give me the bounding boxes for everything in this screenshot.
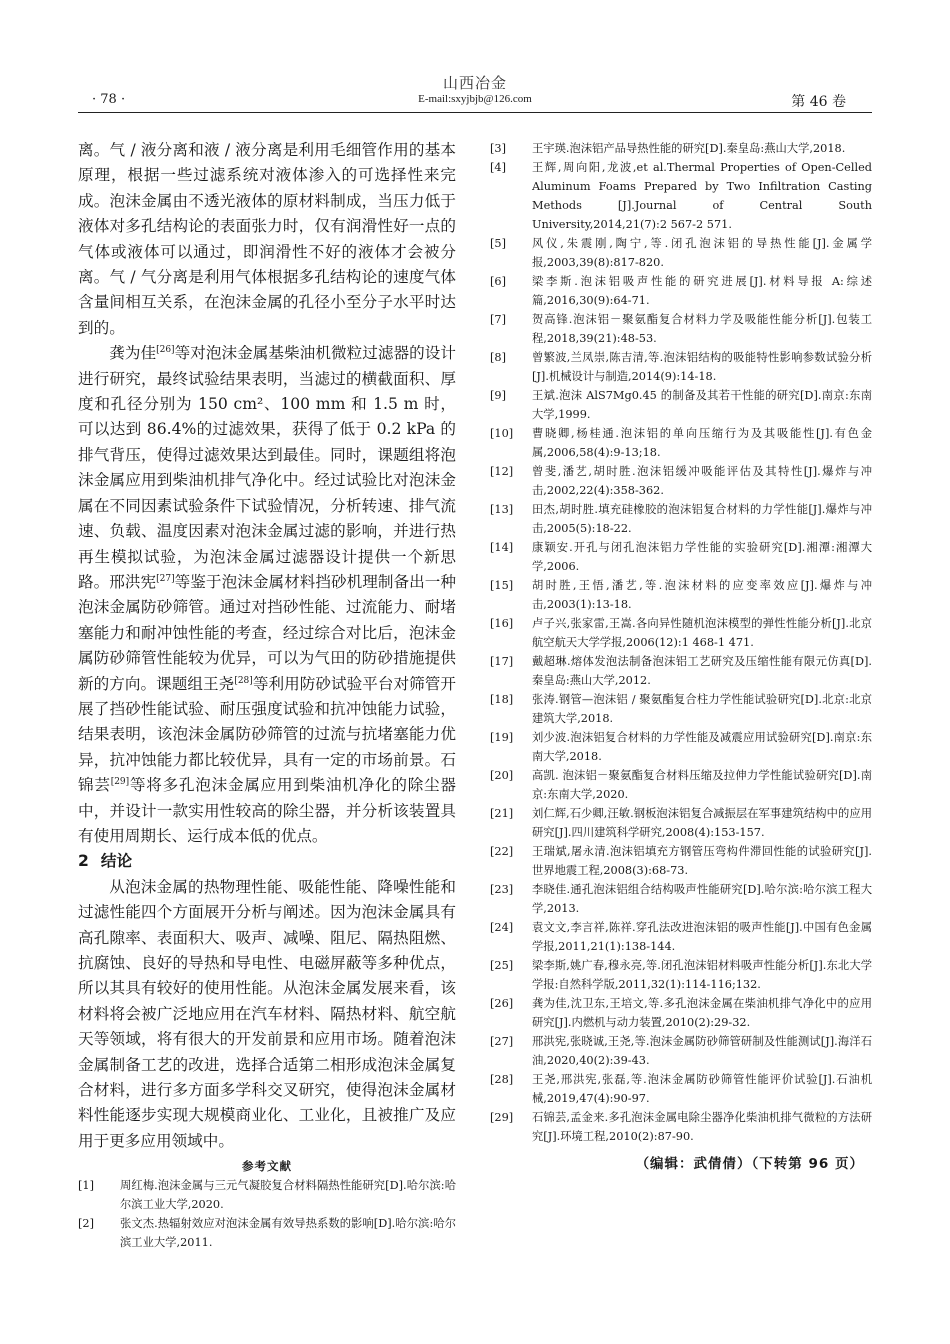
left-column — [78, 138, 456, 1252]
reference-number: [26] — [490, 997, 514, 1010]
reference-number: [7] — [490, 313, 507, 326]
reference-item — [490, 728, 872, 766]
reference-number: [15] — [490, 579, 514, 592]
page-number: · 78 · — [92, 92, 126, 107]
reference-item — [490, 994, 872, 1032]
citation-mark: [29] — [110, 776, 130, 787]
reference-text: 康颖安.开孔与闭孔泡沫铝力学性能的实验研究[D].湘潭:湘潭大学,2006. — [532, 541, 872, 573]
reference-number: [16] — [490, 617, 514, 630]
reference-item — [490, 1032, 872, 1070]
body-text: 等利用防砂试验平台对筛管开展了挡砂性能试验、耐压强度试验和抗冲蚀能力试验，结果表明，该泡沫金属防砂筛管的过流与抗堵塞能力优异，抗冲蚀能力都比较优异，具有一定的市场前景。石锦芸 — [78, 674, 456, 795]
reference-number: [28] — [490, 1073, 514, 1086]
reference-text: 曾斐,潘艺,胡时胜.泡沫铝缓冲吸能评估及其特性[J].爆炸与冲击,2002,22(4):358-362. — [532, 465, 872, 497]
reference-item — [490, 614, 872, 652]
reference-number: [27] — [490, 1035, 514, 1048]
reference-item — [490, 918, 872, 956]
reference-number: [2] — [78, 1217, 95, 1231]
reference-number: [25] — [490, 959, 514, 972]
reference-number: [23] — [490, 883, 514, 896]
reference-item — [490, 462, 872, 500]
reference-number: [17] — [490, 655, 514, 668]
reference-item — [490, 538, 872, 576]
reference-item — [490, 1108, 872, 1146]
reference-text: 贺高锋.泡沫铝－聚氨酯复合材料力学及吸能性能分析[J].包装工程,2018,39(21):48-53. — [532, 313, 872, 345]
reference-number: [8] — [490, 351, 507, 364]
journal-email: E-mail:sxyjbjb@126.com — [418, 93, 532, 105]
editor-note: （编辑：武倩倩）（下转第 96 页） — [635, 1156, 864, 1172]
reference-text: 张文杰.热辐射效应对泡沫金属有效导热系数的影响[D].哈尔滨:哈尔滨工业大学,2011. — [120, 1217, 456, 1250]
reference-item — [490, 690, 872, 728]
reference-text: 戴超琳.熔体发泡法制备泡沫铝工艺研究及压缩性能有限元仿真[D].秦皇岛:燕山大学,2012. — [532, 655, 872, 687]
reference-item — [490, 386, 872, 424]
reference-item — [490, 348, 872, 386]
reference-text: 袁文文,李言祥,陈祥.穿孔法改进泡沫铝的吸声性能[J].中国有色金属学报,2011,21(1):138-144. — [532, 921, 872, 953]
reference-item — [78, 1176, 456, 1214]
reference-text: 王斌.泡沫 AlS7Mg0.45 的制备及其若干性能的研究[D].南京:东南大学,1999. — [532, 389, 872, 421]
reference-item — [490, 652, 872, 690]
reference-text: 刘少波.泡沫铝复合材料的力学性能及减震应用试验研究[D].南京:东南大学,2018. — [532, 731, 872, 763]
references-heading: 参考文献 — [242, 1159, 292, 1174]
reference-item — [490, 424, 872, 462]
reference-text: 王瑞斌,屠永清.泡沫铝填充方钢管压弯构件滞回性能的试验研究[J].世界地震工程,2008(3):68-73. — [532, 845, 872, 877]
reference-text: 曾繁波,兰凤崇,陈吉清,等.泡沫铝结构的吸能特性影响参数试验分析[J].机械设计与制造,2014(9):14-18. — [532, 351, 872, 383]
reference-number: [18] — [490, 693, 514, 706]
reference-item — [490, 880, 872, 918]
reference-text: 周红梅.泡沫金属与三元气凝胶复合材料隔热性能研究[D].哈尔滨:哈尔滨工业大学,2020. — [120, 1179, 456, 1212]
reference-text: 曹晓卿,杨桂通.泡沫铝的单向压缩行为及其吸能性[J].有色金属,2006,58(4):9-13;18. — [532, 427, 872, 459]
reference-number: [14] — [490, 541, 514, 554]
reference-number: [22] — [490, 845, 514, 858]
reference-item — [490, 272, 872, 310]
reference-item — [490, 956, 872, 994]
reference-text: 卢子兴,张家雷,王嵩.各向异性随机泡沫模型的弹性性能分析[J].北京航空航天大学学报,2006(12):1 468-1 471. — [532, 617, 872, 649]
reference-item — [78, 1214, 456, 1252]
header-divider — [78, 112, 872, 113]
reference-text: 邢洪宪,张晓诚,王尧,等.泡沫金属防砂筛管研制及性能测试[J].海洋石油,2020,40(2):39-43. — [532, 1035, 872, 1067]
reference-number: [6] — [490, 275, 507, 288]
reference-item — [490, 139, 872, 158]
right-column — [490, 139, 872, 1172]
reference-number: [12] — [490, 465, 514, 478]
reference-item — [490, 576, 872, 614]
citation-mark: [27] — [156, 573, 175, 584]
body-text: 等将多孔泡沫金属应用到柴油机净化的除尘器中，并设计一款实用性较高的除尘器，并分析该装置具有使用周期长、运行成本低的优点。 — [78, 776, 456, 845]
reference-number: [9] — [490, 389, 507, 402]
reference-number: [1] — [78, 1179, 95, 1193]
body-text: 龚为佳 — [109, 344, 157, 363]
reference-text: 胡时胜,王悟,潘艺,等.泡沫材料的应变率效应[J].爆炸与冲击,2003(1):13-18. — [532, 579, 872, 611]
reference-text: 风仪,朱震刚,陶宁,等.闭孔泡沫铝的导热性能[J].金属学报,2003,39(8):817-820. — [532, 237, 872, 269]
reference-text: 王尧,邢洪宪,张磊,等.泡沫金属防砂筛管性能评价试验[J].石油机械,2019,47(4):90-97. — [532, 1073, 872, 1105]
citation-mark: [28] — [234, 675, 253, 686]
reference-text: 高凯. 泡沫铝－聚氨酯复合材料压缩及拉伸力学性能试验研究[D].南京:东南大学,2020. — [532, 769, 872, 801]
reference-text: 石锦芸,孟金来.多孔泡沫金属电除尘器净化柴油机排气微粒的方法研究[J].环境工程,2010(2):87-90. — [532, 1111, 872, 1143]
reference-text: 王宇瑛.泡沫铝产品导热性能的研究[D].秦皇岛:燕山大学,2018. — [532, 142, 846, 155]
reference-text: 张涛.钢管—泡沫铝 / 聚氨酯复合柱力学性能试验研究[D].北京:北京建筑大学,2018. — [532, 693, 872, 725]
reference-item — [490, 310, 872, 348]
reference-number: [29] — [490, 1111, 514, 1124]
body-text: 等对泡沫金属基柴油机微粒过滤器的设计进行研究，最终试验结果表明，当滤过的横截面积、厚度和孔径分别为 150 cm²、100 mm 和 1.5 m 时，可以达到 86.4%的过滤效果，获得了低于 0.2 kPa 的排气背压，使得过滤效果达到最佳。同时，课题组将泡沫金属应用到柴油机排气净化中。经过试验比对泡沫金属在不同因素试验条件下试验情况，分析转速、排气流速、负载、温度因素对泡沫金属过滤的影响，并进行热再生模拟试验，为泡沫金属过滤器设计提供一个新思路。邢洪宪 — [78, 344, 456, 591]
reference-number: [24] — [490, 921, 514, 934]
reference-item — [490, 158, 872, 234]
citation-mark: [26] — [156, 345, 175, 356]
reference-number: [10] — [490, 427, 514, 440]
reference-text: 刘仁辉,石少卿,汪敏.钢板泡沫铝复合减振层在军事建筑结构中的应用研究[J].四川建筑科学研究,2008(4):153-157. — [532, 807, 872, 839]
body-text: 等鉴于泡沫金属材料挡砂机理制备出一种泡沫金属防砂筛管。通过对挡砂性能、过流能力、耐堵塞能力和耐冲蚀性能的考查，经过综合对比后，泡沫金属防砂筛管性能较为优异，可以为气田的防砂措施提供新的方向。课题组王尧 — [78, 572, 456, 693]
reference-number: [5] — [490, 237, 507, 250]
reference-list-right — [490, 139, 872, 1146]
reference-item — [490, 1070, 872, 1108]
reference-text: 田杰,胡时胜.填充硅橡胶的泡沫铝复合材料的力学性能[J].爆炸与冲击,2005(5):18-22. — [532, 503, 872, 535]
reference-item — [490, 234, 872, 272]
reference-number: [19] — [490, 731, 514, 744]
reference-number: [20] — [490, 769, 514, 782]
reference-item — [490, 804, 872, 842]
section-number: 2 — [78, 852, 89, 871]
reference-number: [21] — [490, 807, 514, 820]
body-paragraph: 从泡沫金属的热物理性能、吸能性能、降噪性能和过滤性能四个方面展开分析与阐述。因为泡沫金属具有高孔隙率、表面积大、吸声、减噪、阻尼、隔热阻燃、抗腐蚀、良好的导热和导电性、电磁屏蔽等多种优点，所以其具有较好的使用性能。从泡沫金属发展来看，该材料将会被广泛地应用在汽车材料、隔热材料、航空航天等领域，将有很大的开发前景和应用市场。随着泡沫金属制备工艺的改进，选择合适第二相形成泡沫金属复合材料，进行多方面多学科交叉研究，使得泡沫金属材料性能逐步实现大规模商业化、工业化，且被推广及应用于更多应用领域中。 — [78, 877, 456, 1150]
reference-item — [490, 766, 872, 804]
section-heading — [78, 849, 456, 874]
journal-title: 山西冶金 — [442, 74, 507, 92]
body-paragraph: 离。气 / 液分离和液 / 液分离是利用毛细管作用的基本原理，根据一些过滤系统对液体渗入的可选择性来完成。泡沫金属由不透光液体的原材料制成，当压力低于液体对多孔结构论的表面张力时，仅有润滑性好一点的气体或液体可以通过，即润滑性不好的液体才会被分离。气 / 气分离是利用气体根据多孔结构论的速度气体含量间相互关系，在泡沫金属的孔径小至分子水平时达到的。 — [78, 141, 456, 337]
reference-item — [490, 842, 872, 880]
reference-text: 王辉,周向阳,龙波,et al.Thermal Properties of Open-Celled Aluminum Foams Prepared by Two Infiltration Casting Methods [J].Journal of Central South University,2014,21(7):2 567-2 571. — [532, 161, 872, 231]
section-title: 结论 — [100, 852, 133, 871]
reference-number: [4] — [490, 161, 507, 174]
reference-text: 梁李斯,姚广春,穆永亮,等.闭孔泡沫铝材料吸声性能分析[J].东北大学学报:自然科学版,2011,32(1):114-116;132. — [532, 959, 872, 991]
reference-text: 李晓佳.通孔泡沫铝组合结构吸声性能研究[D].哈尔滨:哈尔滨工程大学,2013. — [532, 883, 872, 915]
reference-number: [13] — [490, 503, 514, 516]
volume-label: 第 46 卷 — [791, 94, 846, 110]
reference-text: 龚为佳,沈卫东,王培文,等.多孔泡沫金属在柴油机排气净化中的应用研究[J].内燃机与动力装置,2010(2):29-32. — [532, 997, 872, 1029]
reference-text: 梁李斯.泡沫铝吸声性能的研究进展[J].材料导报 A:综述篇,2016,30(9):64-71. — [532, 275, 872, 307]
reference-number: [3] — [490, 142, 507, 155]
reference-item — [490, 500, 872, 538]
reference-list-left — [78, 1176, 456, 1252]
body-paragraph — [78, 341, 456, 849]
